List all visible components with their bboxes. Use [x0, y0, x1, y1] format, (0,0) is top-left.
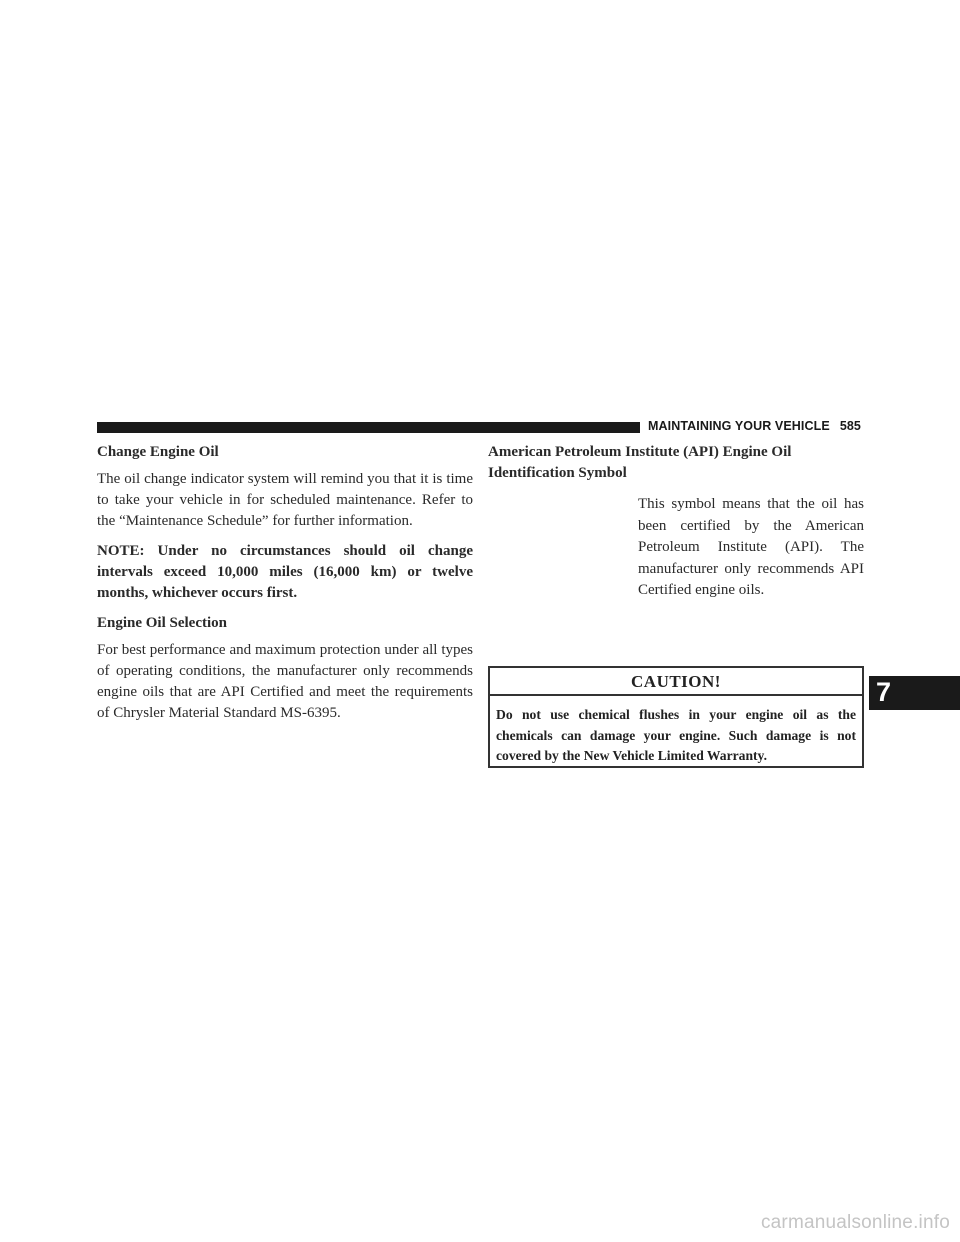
- api-symbol-block: [488, 494, 864, 694]
- chapter-number: 7: [876, 677, 892, 707]
- api-certification-symbol-icon: [488, 494, 618, 624]
- selection-text: For best performance and maximum protection under all types of operating conditions, the manufacturer only recommends engine oils that are API Certified and meet the requirements of Chrysler Material Standard MS-6395.: [97, 642, 473, 721]
- caution-box: [488, 666, 864, 768]
- running-header: [648, 419, 861, 433]
- section-title: MAINTAINING YOUR VEHICLE: [648, 419, 830, 433]
- page-number: 585: [839, 419, 861, 433]
- change-oil-heading: Change Engine Oil: [97, 444, 219, 460]
- caution-title: CAUTION!: [490, 668, 862, 696]
- watermark: carmanualsonline.info: [760, 1212, 950, 1233]
- api-heading: American Petroleum Institute (API) Engine Oil Identification Symbol: [488, 444, 792, 481]
- selection-heading: Engine Oil Selection: [97, 615, 228, 631]
- header-rule: [97, 422, 640, 433]
- note-text: NOTE: Under no circumstances should oil change intervals exceed 10,000 miles (16,000 km) or twelve months, whichever occurs first.: [97, 543, 473, 601]
- api-text: This symbol means that the oil has been certified by the American Petroleum Institute (API). The manufacturer only recommends API Certified engine oils.: [638, 496, 864, 598]
- caution-text: Do not use chemical flushes in your engine oil as the chemicals can damage your engine. Such damage is not covered by the New Vehicle Limited Warranty.: [496, 707, 856, 763]
- left-column: [97, 442, 473, 733]
- right-column: [488, 442, 864, 694]
- chapter-tab: [869, 676, 960, 710]
- change-oil-text: The oil change indicator system will remind you that it is time to take your vehicle in for scheduled maintenance. Refer to the “Maintenance Schedule” for further information.: [97, 471, 473, 529]
